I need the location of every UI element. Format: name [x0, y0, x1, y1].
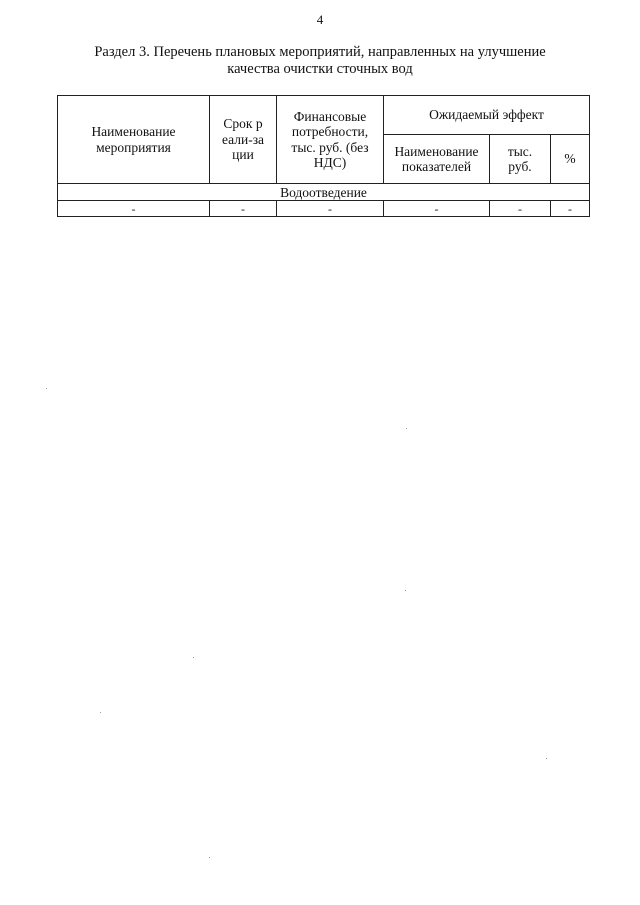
cell-term: -	[210, 201, 277, 217]
page-number: 4	[316, 12, 324, 27]
section-title	[60, 44, 580, 78]
scan-speck	[193, 657, 194, 658]
scan-speck	[209, 857, 210, 858]
header-thousand-rub: тыс. руб.	[490, 135, 551, 184]
header-expected-effect: Ожидаемый эффект	[384, 96, 590, 135]
table-row	[58, 201, 590, 217]
scan-speck	[46, 388, 47, 389]
header-percent: %	[551, 135, 590, 184]
header-indicator: Наименование показателей	[384, 135, 490, 184]
header-finance: Финансовые потребности, тыс. руб. (без НДС)	[277, 96, 384, 184]
header-row-1	[58, 96, 590, 135]
section-title-line-1: Раздел 3. Перечень плановых мероприятий, направленных на улучшение	[94, 44, 546, 60]
cell-thousand-rub: -	[490, 201, 551, 217]
scan-speck	[405, 590, 406, 591]
measures-table	[57, 95, 590, 217]
cell-name: -	[58, 201, 210, 217]
cell-indicator: -	[384, 201, 490, 217]
section-row	[58, 184, 590, 201]
cell-percent: -	[551, 201, 590, 217]
header-name: Наименование мероприятия	[58, 96, 210, 184]
section-label: Водоотведение	[58, 184, 590, 201]
section-title-line-2: качества очистки сточных вод	[227, 61, 413, 77]
scan-speck	[406, 428, 407, 429]
scan-speck	[100, 712, 101, 713]
cell-finance: -	[277, 201, 384, 217]
header-term: Срок реали-зации	[210, 96, 277, 184]
scan-speck	[546, 758, 547, 759]
